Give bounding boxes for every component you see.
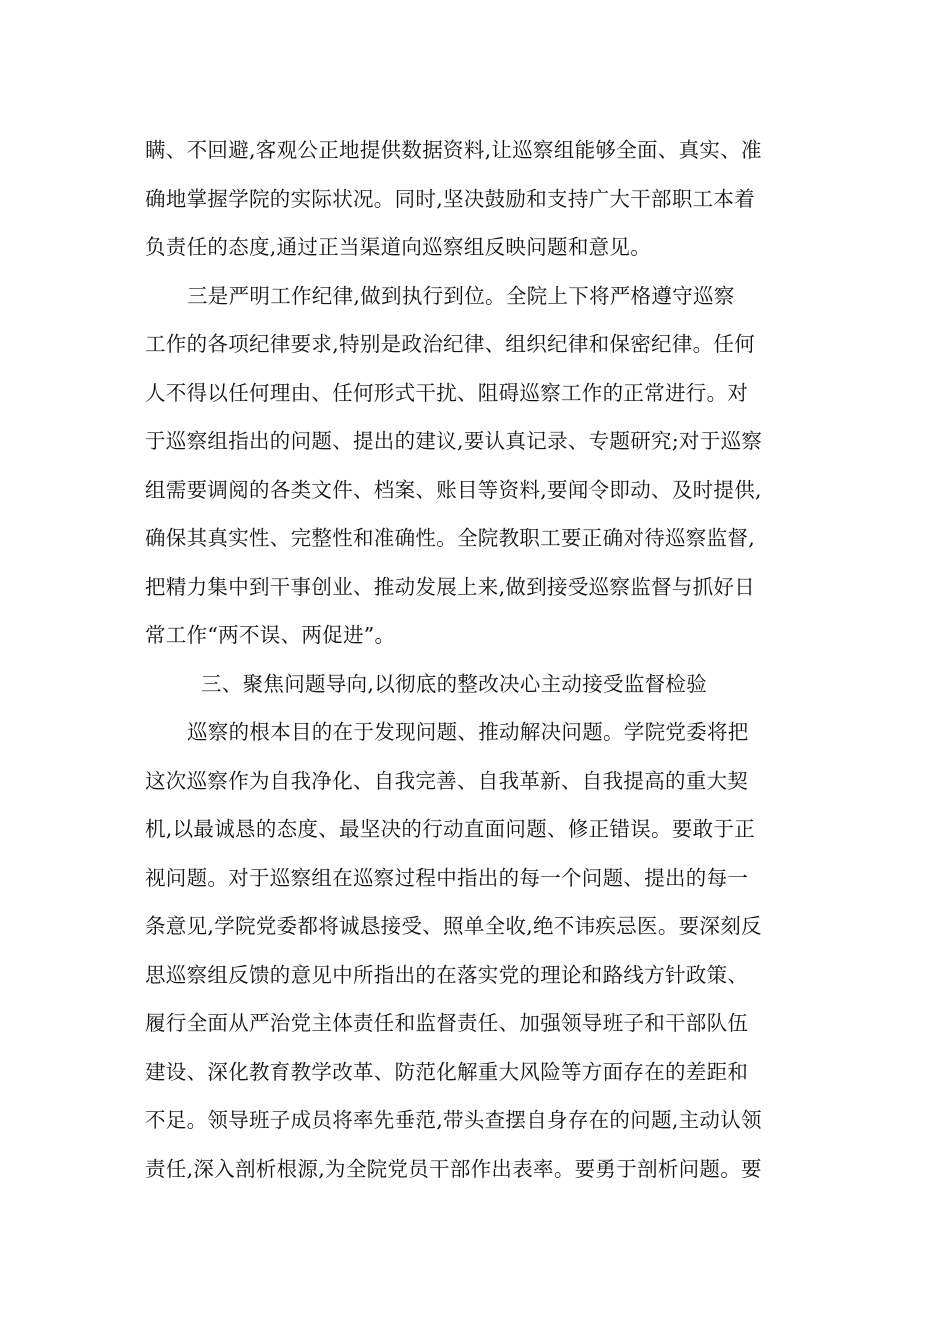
text-line: 人不得以任何理由、任何形式干扰、阻碍巡察工作的正常进行。对 [145,380,749,405]
text-line: 确地掌握学院的实际状况。同时,坚决鼓励和支持广大干部职工本着 [145,186,756,211]
text-line: 于巡察组指出的问题、提出的建议,要认真记录、专题研究;对于巡察 [145,429,763,453]
text-line: 负责任的态度,通过正当渠道向巡察组反映问题和意见。 [145,235,652,259]
text-line: 条意见,学院党委都将诚恳接受、照单全收,绝不讳疾忌医。要深刻反 [145,914,762,938]
text-line: 组需要调阅的各类文件、档案、账目等资料,要闻令即动、及时提供, [145,477,762,502]
text-line: 不足。领导班子成员将率先垂范,带头查摆自身存在的问题,主动认领 [145,1108,762,1132]
text-line: 视问题。对于巡察组在巡察过程中指出的每一个问题、提出的每一 [145,865,749,890]
text-line: 把精力集中到干事创业、推动发展上来,做到接受巡察监督与抓好日 [145,574,756,599]
text-line: 建设、深化教育教学改革、防范化解重大风险等方面存在的差距和 [145,1059,749,1084]
text-line: 常工作“两不误、两促进”。 [145,623,396,647]
text-line: 瞒、不回避,客观公正地提供数据资料,让巡察组能够全面、真实、准 [145,138,762,162]
text-line: 履行全面从严治党主体责任和监督责任、加强领导班子和干部队伍 [145,1011,749,1035]
text-line: 工作的各项纪律要求,特别是政治纪律、组织纪律和保密纪律。任何 [145,332,756,356]
text-line: 责任,深入剖析根源,为全院党员干部作出表率。要勇于剖析问题。要 [145,1156,762,1181]
section-heading: 三、聚焦问题导向,以彻底的整改决心主动接受监督检验 [201,671,708,696]
paragraph-start-line: 巡察的根本目的在于发现问题、推动解决问题。学院党委将把 [187,720,749,744]
body-text [145,126,815,1193]
text-line: 机,以最诚恳的态度、最坚决的行动直面问题、修正错误。要敢于正 [145,817,756,841]
text-line: 这次巡察作为自我净化、自我完善、自我革新、自我提高的重大契 [145,768,749,793]
text-line: 思巡察组反馈的意见中所指出的在落实党的理论和路线方针政策、 [145,962,749,987]
text-line: 确保其真实性、完整性和准确性。全院教职工要正确对待巡察监督, [145,526,756,550]
paragraph-start-line: 三是严明工作纪律,做到执行到位。全院上下将严格遵守巡察 [187,283,735,308]
